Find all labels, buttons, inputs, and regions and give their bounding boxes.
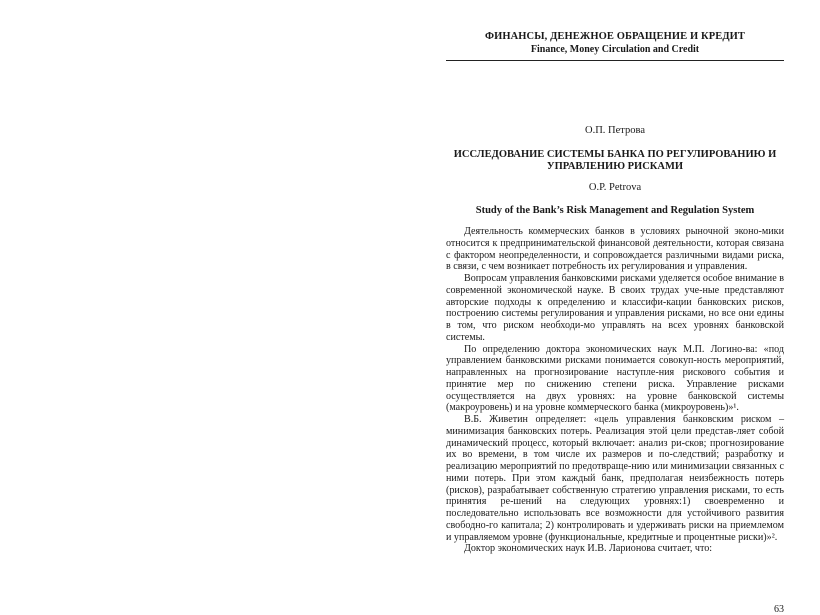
journal-title-ru: ФИНАНСЫ, ДЕНЕЖНОЕ ОБРАЩЕНИЕ И КРЕДИТ [484,31,746,42]
journal-title-en: Finance, Money Circulation and Credit [530,44,700,55]
running-header [446,30,784,56]
paragraph: Доктор экономических наук И.В. Ларионова считает, что: [464,543,713,555]
paragraph: Деятельность коммерческих банков в условиях рыночной эконо-мики относится к предпринимательской финансовой деятельности, которая связана с фактором неопределенности, и сопровождается различными видами риска, в связи, с чем возникает потребность их регулирования и управления. [446,226,784,273]
article-title-ru: ИССЛЕДОВАНИЕ СИСТЕМЫ БАНКА ПО РЕГУЛИРОВАНИЮ И УПРАВЛЕНИЮ РИСКАМИ [453,149,777,172]
author-en: O.P. Petrova [588,182,642,193]
paragraph: В.Б. Живетин определяет: «цель управления банковским риском – минимизация банковских потерь. Реализация этой цели представ-ляет собой динамический процесс, который включает: анализ ри-сков; прогнозирование их во времени, в том числе их размеров и по-следствий; разработку и реализацию мероприятий по предотвраще-нию или минимизации связанных с ними потерь. При этом каждый банк, предполагая неизбежность потерь (рисков), разрабатывает собственную стратегию управления рисками, то есть принятия ре-шений на следующих уровнях:1) своевременно и последовательно использовать все возможности для устойчивого развития свободно-го капитала; 2) контролировать и удерживать риски на приемлемом и управляемом уровне (функциональные, кредитные и процентные риски)»². [446,414,784,543]
paragraph: Вопросам управления банковскими рисками уделяется особое внимание в современной экономической науке. В своих трудах уче-ные представляют авторские подходы к определению и классифи-кации банковских рисков, построению системы регулирования и управления рисками, но все они едины в том, что риском необходи-мо управлять на всех уровнях банковской системы. [446,273,784,343]
page-number: 63 [774,604,784,615]
header-rule [446,60,784,61]
author-ru: О.П. Петрова [585,125,645,136]
article-body [446,226,784,555]
journal-page [446,30,784,615]
article-title-en: Study of the Bank’s Risk Management and Regulation System [475,205,755,216]
paragraph: По определению доктора экономических наук М.П. Логино-ва: «под управлением банковскими рисками понимается совокуп-ность мероприятий, направленных на прогнозирование наступле-ния рискового события и принятие мер по снижению степени риска. Управление рисками осуществляется на двух уровнях: на уровне банковской системы (макроуровень) и на уровне коммерческого банка (микроуровень)»¹. [446,343,784,414]
